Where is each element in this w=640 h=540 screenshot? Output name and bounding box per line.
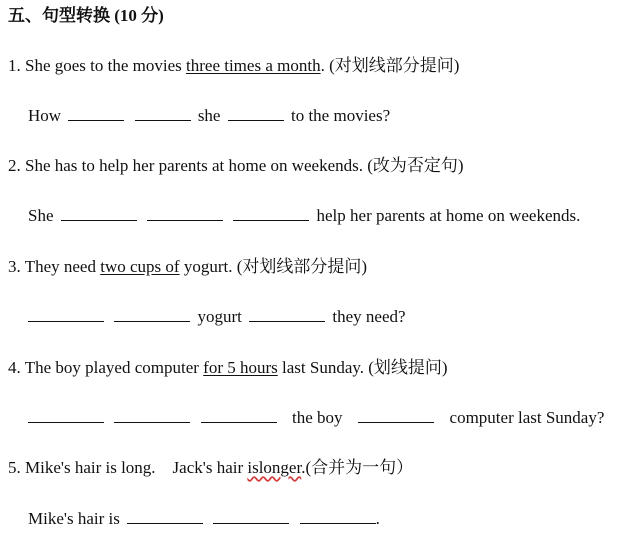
section-score: (10 分) <box>114 6 164 25</box>
answer-blank[interactable] <box>358 408 434 423</box>
question-text-pre: They need <box>24 257 101 276</box>
underlined-phrase: islonger <box>247 458 302 477</box>
answer-blank[interactable] <box>61 206 137 221</box>
question-number: 5. <box>8 458 21 477</box>
section-title <box>8 5 164 27</box>
answer-blank[interactable] <box>233 206 309 221</box>
question-4 <box>8 357 448 379</box>
answer-text: help her parents at home on weekends. <box>316 206 581 225</box>
question-text-post: . (对划线部分提问) <box>320 56 460 75</box>
question-text-pre: She goes to the movies <box>25 56 187 75</box>
question-text-post: .(合并为一句） <box>301 458 414 477</box>
question-text-post: yogurt. (对划线部分提问) <box>179 257 368 276</box>
question-text-pre: The boy played computer <box>24 358 204 377</box>
answer-blank[interactable] <box>147 206 223 221</box>
section-title-text: 五、句型转换 <box>8 6 110 25</box>
answer-blank[interactable] <box>300 509 376 524</box>
answer-blank[interactable] <box>135 106 191 121</box>
answer-blank[interactable] <box>68 106 124 121</box>
answer-line-2 <box>28 205 580 227</box>
question-1 <box>8 55 459 77</box>
answer-text: she <box>197 106 221 125</box>
answer-text: How <box>28 106 62 125</box>
underlined-phrase: for 5 hours <box>203 358 278 377</box>
question-number: 3. <box>8 257 21 276</box>
answer-text: to the movies? <box>290 106 391 125</box>
question-number: 1. <box>8 56 21 75</box>
answer-blank[interactable] <box>28 408 104 423</box>
answer-line-5 <box>28 508 380 530</box>
answer-text: the boy <box>292 408 343 427</box>
question-3 <box>8 256 367 278</box>
answer-blank[interactable] <box>228 106 284 121</box>
answer-blank[interactable] <box>114 307 190 322</box>
answer-blank[interactable] <box>28 307 104 322</box>
question-text-post: last Sunday. (划线提问) <box>277 358 448 377</box>
answer-text: She <box>28 206 54 225</box>
question-number: 4. <box>8 358 21 377</box>
answer-line-3 <box>28 306 406 328</box>
question-text-pre: Mike's hair is long. Jack's hair <box>25 458 248 477</box>
underlined-phrase: three times a month <box>186 56 321 75</box>
answer-text: Mike's hair is <box>28 509 120 528</box>
answer-blank[interactable] <box>114 408 190 423</box>
answer-text: . <box>375 509 380 528</box>
answer-text: they need? <box>332 307 406 326</box>
question-number: 2. <box>8 156 21 175</box>
underlined-phrase: two cups of <box>100 257 180 276</box>
answer-blank[interactable] <box>201 408 277 423</box>
answer-blank[interactable] <box>127 509 203 524</box>
answer-line-4 <box>28 407 604 429</box>
answer-blank[interactable] <box>249 307 325 322</box>
question-5 <box>8 457 413 479</box>
question-2 <box>8 155 464 177</box>
answer-blank[interactable] <box>213 509 289 524</box>
question-text: She has to help her parents at home on weekends. (改为否定句) <box>25 156 464 175</box>
answer-text: yogurt <box>197 307 242 326</box>
answer-text: computer last Sunday? <box>449 408 605 427</box>
answer-line-1 <box>28 105 390 127</box>
